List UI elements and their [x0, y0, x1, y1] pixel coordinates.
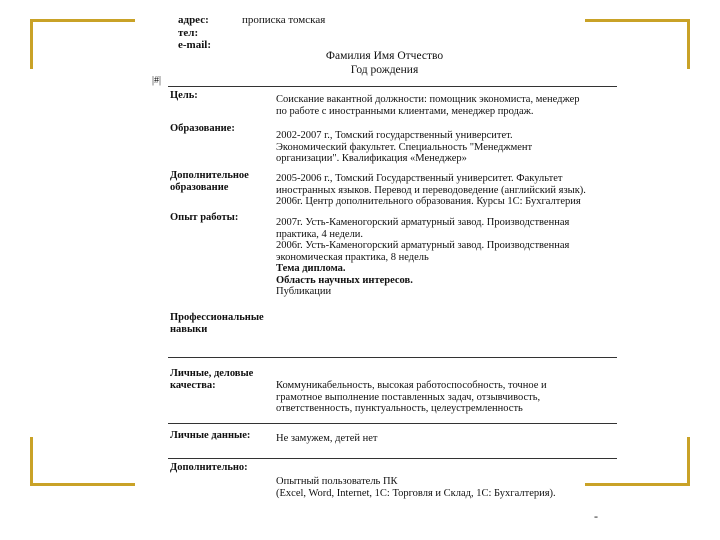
section-personal-label: Личные данные:: [170, 430, 251, 441]
address-value: прописка томская: [242, 14, 326, 26]
divider: [168, 458, 617, 459]
section-qualities-label: Личные, деловые качества:: [170, 368, 254, 391]
email-label: e-mail:: [178, 39, 211, 51]
section-education-label: Образование:: [170, 123, 235, 134]
divider: [168, 86, 617, 87]
address-label: адрес:: [178, 14, 209, 26]
section-education-text: 2002-2007 г., Томский государственный университет. Экономический факультет. Специальность "Менеджмент организации". Квалификация «Менеджер»: [276, 130, 533, 164]
divider: [168, 423, 617, 424]
section-experience-text: 2007г. Усть-Каменогорский арматурный завод. Производственная практика, 4 недели. 2006г. Усть-Каменогорский арматурный завод. Производственная экономическая практика, 8 недель Тема диплома. Область научных интересов. Публикации: [276, 217, 570, 297]
section-extra-education-label: Дополнительное образование: [170, 170, 249, 193]
section-skills-label: Профессиональные навыки: [170, 312, 264, 335]
page-number: -: [594, 509, 598, 523]
divider: [168, 357, 617, 358]
section-goal-label: Цель:: [170, 90, 198, 101]
section-extra-education-text: 2005-2006 г., Томский Государственный университет. Факультет иностранных языков. Перевод и переводоведение (английский язык). 2006г. Центр дополнительного образования. Курсы 1С: Бухгалтерия: [276, 173, 586, 207]
section-goal-text: Соискание вакантной должности: помощник экономиста, менеджер по работе с иностранными клиентами, менеджер продаж.: [276, 94, 580, 117]
table-marker: |#|: [152, 75, 162, 86]
resume-document: [152, 10, 617, 530]
section-personal-text: Не замужем, детей нет: [276, 433, 378, 444]
section-additional-text: Опытный пользователь ПК (Excel, Word, Internet, 1С: Торговля и Склад, 1С: Бухгалтерия).: [276, 476, 556, 499]
section-additional-label: Дополнительно:: [170, 462, 248, 473]
birth-year: Год рождения: [350, 64, 419, 76]
section-qualities-text: Коммуникабельность, высокая работоспособность, точное и грамотное выполнение поставленных задач, отзывчивость, ответственность, пунктуальность, целеустремленность: [276, 380, 547, 414]
full-name: Фамилия Имя Отчество: [325, 50, 444, 62]
phone-label: тел:: [178, 27, 199, 39]
section-experience-label: Опыт работы:: [170, 212, 239, 223]
